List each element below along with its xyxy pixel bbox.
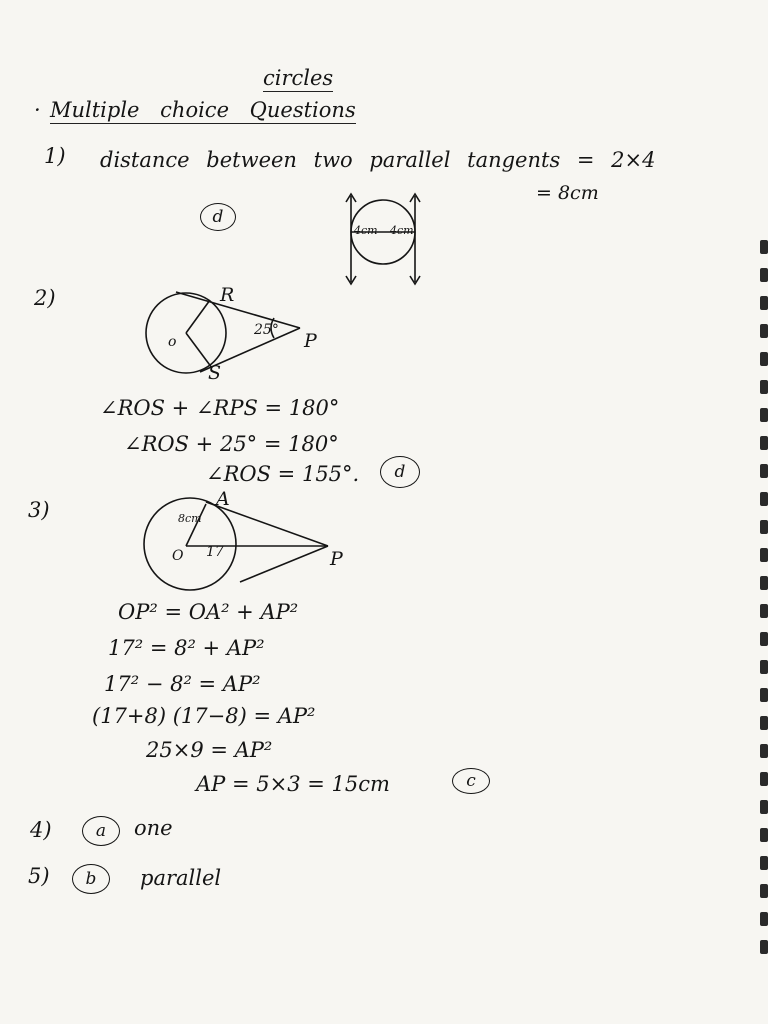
q3-answer-circle (452, 768, 490, 794)
q2-tangent-R (176, 292, 300, 328)
q2-angle-label: 25° (254, 322, 279, 338)
section-heading: Multiple choice Questions (50, 98, 356, 122)
q2-label-O: o (168, 334, 177, 350)
q4-text: one (134, 816, 173, 840)
q2-step-3: ∠ROS = 155°. (206, 462, 360, 486)
q5-answer-circle (72, 864, 110, 894)
q4-answer: a (95, 821, 107, 841)
q2-step-2: ∠ROS + 25° = 180° (124, 432, 339, 456)
q4-answer-circle (82, 816, 120, 846)
q1-answer: d (212, 207, 224, 227)
q3-step-3: 17² − 8² = AP² (104, 672, 261, 696)
q5-text: parallel (140, 866, 222, 890)
q2-label-P: P (304, 330, 317, 352)
q3-step-5: 25×9 = AP² (146, 738, 273, 762)
q3-step-2: 17² = 8² + AP² (108, 636, 265, 660)
q3-answer: c (466, 771, 476, 791)
q1-number: 1) (44, 144, 66, 168)
q1-diagram (340, 190, 430, 290)
q2-label-R: R (220, 284, 235, 306)
q2-radius-OR (186, 300, 210, 333)
page-title: circles (263, 66, 334, 90)
heading-bullet: · (34, 98, 41, 122)
q5-answer: b (85, 869, 97, 889)
q2-label-S: S (208, 362, 222, 384)
q3-step-1: OP² = OA² + AP² (118, 600, 299, 624)
q3-distance-label: 17 (206, 544, 224, 560)
q3-label-A: A (216, 488, 230, 510)
q3-tangent-lower (240, 546, 328, 582)
q2-answer-circle (380, 456, 420, 488)
q3-radius-label: 8cm (178, 512, 202, 525)
q3-radius-OA (186, 504, 206, 546)
q1-answer-circle (200, 203, 236, 231)
q3-step-4: (17+8) (17−8) = AP² (92, 704, 316, 728)
q1-result: = 8cm (536, 182, 599, 204)
q5-number: 5) (28, 864, 50, 888)
q3-step-6: AP = 5×3 = 15cm (196, 772, 390, 796)
q3-label-P: P (330, 548, 343, 570)
q2-number: 2) (34, 286, 56, 310)
q3-label-O: O (172, 548, 184, 564)
q1-statement: distance between two parallel tangents = 2×4 (100, 148, 656, 172)
q2-answer: d (394, 462, 406, 482)
q3-number: 3) (28, 498, 50, 522)
q4-number: 4) (30, 818, 52, 842)
q1-label-left: 4cm (354, 224, 378, 237)
q1-label-right: 4cm (390, 224, 414, 237)
q3-diagram (140, 498, 340, 594)
q2-step-1: ∠ROS + ∠RPS = 180° (100, 396, 340, 420)
